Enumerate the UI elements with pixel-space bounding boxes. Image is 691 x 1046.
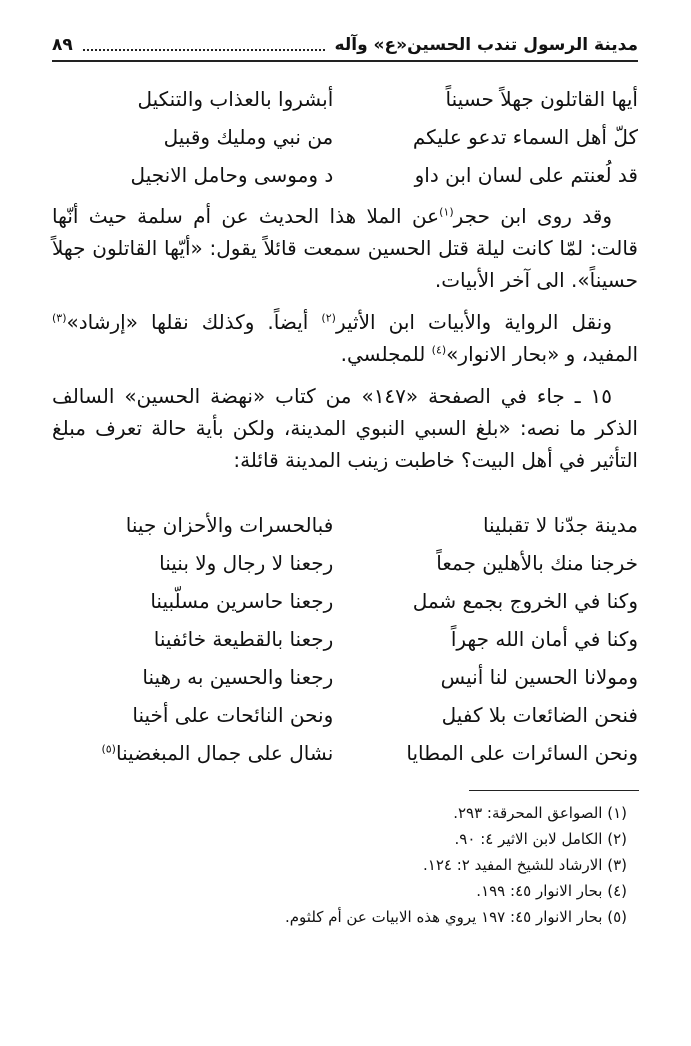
poem-top bbox=[52, 80, 638, 194]
verse-row bbox=[52, 658, 638, 696]
verse-second-hemistich: رجعنا لا رجال ولا بنينا bbox=[159, 551, 334, 575]
footnote: (٣) الارشاد للشيخ المفيد ٢: ١٢٤. bbox=[423, 856, 627, 874]
footnotes bbox=[67, 800, 627, 930]
verse-row bbox=[52, 118, 638, 156]
body-text bbox=[52, 200, 638, 486]
verse-first-hemistich: وكنا في الخروج بجمع شمل bbox=[412, 589, 638, 613]
verse-first-hemistich: قد لُعنتم على لسان ابن داو bbox=[414, 163, 638, 187]
paragraph-text: عن الملا هذا الحديث عن أم سلمة حيث أنّها قالت: لمّا كانت ليلة قتل الحسين سمعت قائلاً يقول: «أيّها القاتلون جهلاً حسيناً». الى آخر الأبيات. bbox=[52, 204, 638, 292]
footnote: (٥) بحار الانوار ٤٥: ١٩٧ يروي هذه الابيات عن أم كلثوم. bbox=[285, 908, 627, 926]
verse-second-hemistich: رجعنا بالقطيعة خائفينا bbox=[153, 627, 334, 651]
paragraph bbox=[52, 306, 638, 370]
verse-first-hemistich: كلّ أهل السماء تدعو عليكم bbox=[412, 125, 638, 149]
paragraph-text: ونقل الرواية والأبيات ابن الأثير bbox=[335, 310, 612, 334]
verse-second-hemistich: رجعنا حاسرين مسلّبينا bbox=[150, 589, 334, 613]
footnote-ref: (٢) bbox=[321, 311, 336, 325]
footnote-ref: (٣) bbox=[52, 311, 67, 325]
footnote-ref: (١) bbox=[439, 205, 454, 219]
verse-row bbox=[52, 582, 638, 620]
verse-row bbox=[52, 544, 638, 582]
footnote-ref: (٥) bbox=[101, 742, 116, 756]
paragraph-text: وقد روى ابن حجر bbox=[453, 204, 613, 228]
paragraph-text: ١٥ ـ جاء في الصفحة «١٤٧» من كتاب «نهضة الحسين» السالف الذكر ما نصه: «بلغ السبي النبوي المدينة، ولكن بأية حالة تعرف مبلغ التأثير في أهل البيت؟ خاطبت زينب المدينة قائلة: bbox=[52, 384, 638, 472]
page-number: ٨٩ bbox=[52, 35, 73, 55]
paragraph-text: للمجلسي. bbox=[340, 342, 432, 366]
verse-row bbox=[52, 156, 638, 194]
verse-second-hemistich: د وموسى وحامل الانجيل bbox=[130, 163, 334, 187]
verse-first-hemistich: فنحن الضائعات بلا كفيل bbox=[441, 703, 638, 727]
verse-first-hemistich: ونحن السائرات على المطايا bbox=[406, 741, 638, 765]
verse-text: نشال على جمال المبغضينا bbox=[115, 741, 334, 765]
footnote: (٤) بحار الانوار ٤٥: ١٩٩. bbox=[476, 882, 627, 900]
footnote-ref: (٤) bbox=[431, 343, 447, 357]
running-title: مدينة الرسول تندب الحسين«ع» وآله bbox=[334, 35, 638, 55]
poem-bottom bbox=[52, 506, 638, 772]
header-dot-leader bbox=[83, 49, 325, 51]
verse-first-hemistich: ومولانا الحسين لنا أنيس bbox=[440, 665, 638, 689]
verse-row bbox=[52, 506, 638, 544]
paragraph-text: أيضاً. وكذلك نقلها «إرشاد» bbox=[66, 310, 322, 334]
footnote-divider bbox=[469, 790, 639, 791]
verse-second-hemistich bbox=[52, 734, 333, 772]
footnote: (٢) الكامل لابن الاثير ٤: ٩٠. bbox=[454, 830, 627, 848]
verse-row bbox=[52, 734, 638, 772]
verse-row bbox=[52, 80, 638, 118]
verse-row bbox=[52, 620, 638, 658]
verse-first-hemistich: مدينة جدّنا لا تقبلينا bbox=[482, 513, 638, 537]
footnote: (١) الصواعق المحرقة: ٢٩٣. bbox=[453, 804, 627, 822]
page-header bbox=[52, 30, 638, 62]
verse-row bbox=[52, 696, 638, 734]
verse-first-hemistich: وكنا في أمان الله جهراً bbox=[450, 627, 638, 651]
verse-second-hemistich: فبالحسرات والأحزان جينا bbox=[125, 513, 334, 537]
verse-second-hemistich: رجعنا والحسين به رهينا bbox=[142, 665, 334, 689]
verse-second-hemistich: أبشروا بالعذاب والتنكيل bbox=[137, 87, 334, 111]
paragraph bbox=[52, 200, 638, 296]
verse-second-hemistich: ونحن النائحات على أخينا bbox=[132, 703, 334, 727]
paragraph-text: المفيد، و «بحار الانوار» bbox=[446, 342, 638, 366]
verse-first-hemistich: خرجنا منك بالأهلين جمعاً bbox=[436, 551, 638, 575]
verse-first-hemistich: أيها القاتلون جهلاً حسيناً bbox=[445, 87, 638, 111]
paragraph bbox=[52, 380, 638, 476]
verse-second-hemistich: من نبي ومليك وقبيل bbox=[163, 125, 334, 149]
